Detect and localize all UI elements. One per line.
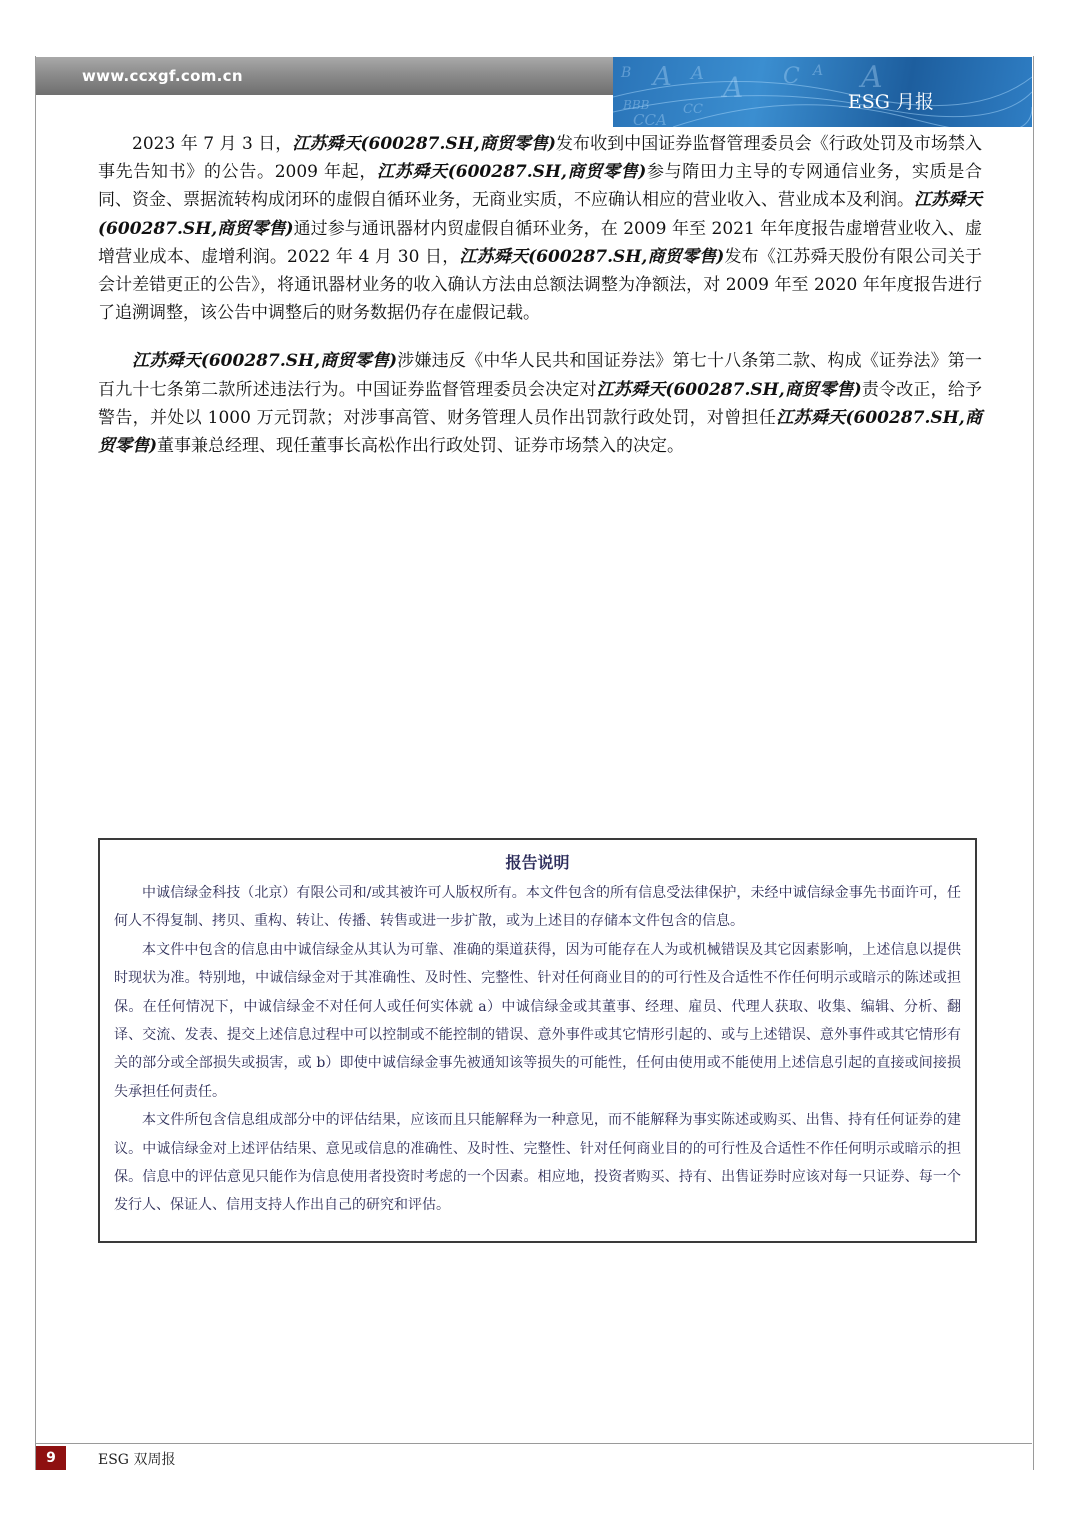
company-name: 江苏舜天(600287.SH,商贸零售) xyxy=(459,246,725,267)
disclaimer-paragraph-3: 本文件所包含信息组成部分中的评估结果，应该而且只能解释为一种意见，而不能解释为事实陈述或购买、出售、持有任何证券的建议。中诚信绿金对上述评估结果、意见或信息的准确性、及时性、完整性、针对任何商业目的的可行性及合适性不作任何明示或暗示的担保。信息中的评估意见只能作为信息使用者投资时考虑的一个因素。相应地，投资者购买、持有、出售证券时应该对每一只证券、每一个发行人、保证人、信用支持人作出自己的研究和评估。 xyxy=(114,1112,961,1214)
site-url[interactable]: www.ccxgf.com.cn xyxy=(82,67,243,85)
banner-title: ESG 月报 xyxy=(847,91,934,113)
footer-label: ESG 双周报 xyxy=(98,1452,176,1468)
text-segment: 发布《江苏舜天股份有限公司关于会计差错更正的公告》，将通讯器材业务的收入确认方法由总额法调整为净额法，对 2009 年至 2020 年年度报告进行了追溯调整，该公告中调整后的财务数据仍存在虚假记载。 xyxy=(98,246,983,324)
company-name: 江苏舜天(600287.SH,商贸零售) xyxy=(596,379,862,400)
footer-divider xyxy=(36,1443,1032,1444)
company-name: 江苏舜天(600287.SH,商贸零售) xyxy=(98,407,982,457)
disclaimer-paragraph-2: 本文件中包含的信息由中诚信绿金从其认为可靠、准确的渠道获得，因为可能存在人为或机械错误及其它因素影响，上述信息以提供时现状为准。特别地，中诚信绿金对于其准确性、及时性、完整性、针对任何商业目的的可行性及合适性不作任何明示或暗示的陈述或担保。在任何情况下，中诚信绿金不对任何人或任何实体就 a）中诚信绿金或其董事、经理、雇员、代理人获取、收集、编辑、分析、翻译、交流、发表、提交上述信息过程中可以控制或不能控制的错误、意外事件或其它情形引起的、或与上述错误、意外事件或其它情形有关的部分或全部损失或损害，或 b）即使中诚信绿金事先被通知该等损失的可能性，任何由使用或不能使用上述信息引起的直接或间接损失承担任何责任。 xyxy=(114,941,961,1100)
text-segment: 2023 年 7 月 3 日， xyxy=(132,134,293,154)
banner-letters-cca: CCA xyxy=(633,111,667,127)
article-paragraph-1 xyxy=(98,130,982,327)
disclaimer-title: 报告说明 xyxy=(505,853,570,872)
text-segment: 通过参与通讯器材内贸虚假自循环业务，在 2009 年至 2021 年年度报告虚增营业收入、虚增营业成本、虚增利润。2022 年 4 月 30 日， xyxy=(98,218,982,267)
banner-letter-c1: C xyxy=(783,64,800,89)
text-segment: 董事兼总经理、现任董事长高松作出行政处罚、证券市场禁入的决定。 xyxy=(157,436,685,457)
disclaimer-box xyxy=(98,838,977,1243)
text-segment: 参与隋田力主导的专网通信业务，实质是合同、资金、票据流转构成闭环的虚假自循环业务，无商业实质，不应确认相应的营业收入、营业成本及利润。 xyxy=(98,162,983,211)
banner-letter-a4: A xyxy=(813,63,824,79)
article-paragraph-2 xyxy=(98,347,982,460)
company-name: 江苏舜天(600287.SH,商贸零售) xyxy=(98,190,982,239)
header-banner xyxy=(613,57,1032,127)
banner-letter-b: B xyxy=(621,65,632,81)
header-bar xyxy=(36,57,613,95)
banner-swoosh-2 xyxy=(613,92,1032,117)
banner-letters-cc: CC xyxy=(683,102,703,117)
page-number: 9 xyxy=(36,1446,66,1470)
disclaimer-paragraph-1: 中诚信绿金科技（北京）有限公司和/或其被许可人版权所有。本文件包含的所有信息受法律保护，未经中诚信绿金事先书面许可，任何人不得复制、拷贝、重构、转让、传播、转售或进一步扩散，或为上述目的存储本文件包含的信息。 xyxy=(114,885,961,930)
company-name: 江苏舜天(600287.SH,商贸零售) xyxy=(377,162,647,183)
banner-decoration xyxy=(613,57,1032,127)
banner-letters-bbb: BBB xyxy=(623,98,650,112)
banner-letter-a1: A xyxy=(653,62,672,92)
company-name: 江苏舜天(600287.SH,商贸零售) xyxy=(292,134,556,154)
banner-letter-a5: A xyxy=(861,60,883,95)
article-body xyxy=(98,130,982,460)
banner-letter-a3: A xyxy=(723,71,744,104)
banner-letter-a2: A xyxy=(691,63,704,84)
text-segment: 责令改正，给予警告，并处以 1000 万元罚款；对涉事高管、财务管理人员作出罚款行政处罚，对曾担任 xyxy=(98,379,983,428)
text-segment: 发布收到中国证券监督管理委员会《行政处罚及市场禁入事先告知书》的公告。2009 年起， xyxy=(98,134,983,183)
company-name: 江苏舜天(600287.SH,商贸零售) xyxy=(132,351,398,372)
text-segment: 涉嫌违反《中华人民共和国证券法》第七十八条第二款、构成《证券法》第一百九十七条第二款所述违法行为。中国证券监督管理委员会决定对 xyxy=(98,351,983,400)
